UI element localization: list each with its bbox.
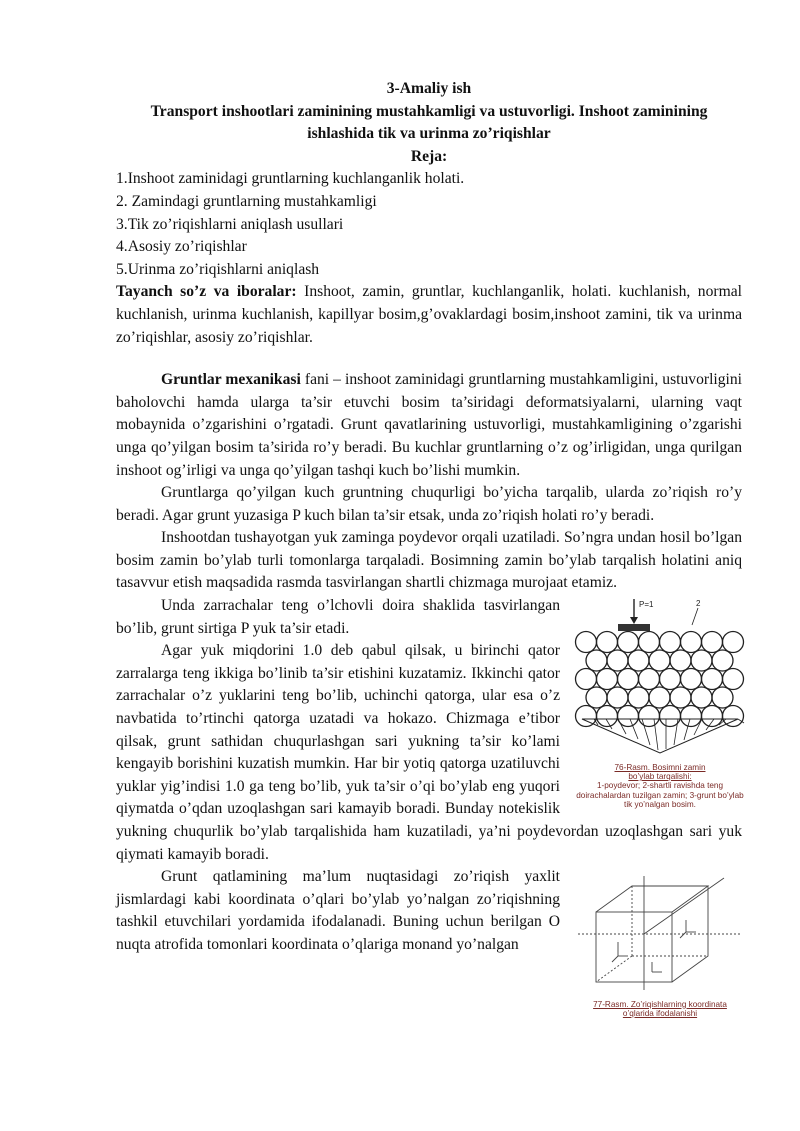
- plan-list: [116, 168, 742, 281]
- paragraph-intro-text: fani – inshoot zaminidagi gruntlarning mustahkamligini, ustuvorligini baholovchi hamda ularga ta’sir etuvchi bosim ta’siridagi deformatsiyalarni, ularning vaqt mobaynida o’zgarishini o’rgatadi. Grunt qavatlarining ustuvorligi, mustahkamligining o’zgarishi unga qo’yilgan bosim ta’sirida ro’y beradi. Bu kuchlar gruntlarning o’z og’irligidan, unga qurilgan inshoot og’irligi va unga qo’yilgan tashqi kuch bo’lishi mumkin.: [116, 371, 742, 479]
- soil-particle-circle: [618, 669, 639, 690]
- soil-particle-circle: [576, 669, 597, 690]
- soil-particle-circle: [618, 632, 639, 653]
- soil-particle-circle: [660, 632, 681, 653]
- figure-76: [574, 595, 746, 810]
- keywords-label: Tayanch so’z va iboralar:: [116, 283, 297, 301]
- load-label: P=1: [639, 600, 654, 610]
- soil-particle-circle: [576, 632, 597, 653]
- soil-particle-circle: [639, 632, 660, 653]
- figure-77-caption-title: 77-Rasm. Zo’riqishlarning koordinata: [593, 999, 727, 1009]
- soil-particle-circle: [660, 669, 681, 690]
- soil-particle-circle: [607, 650, 628, 671]
- figure-76-caption-title: 76-Rasm. Bosimni zamin: [614, 762, 706, 772]
- lesson-number: 3-Amaliy ish: [386, 80, 472, 97]
- document-page: [116, 78, 742, 1023]
- coordinate-stress-cube-diagram: [574, 872, 746, 992]
- figure-76-caption-subtitle: bo’ylab tarqalishi:: [628, 772, 692, 782]
- figure-76-caption: [574, 763, 746, 810]
- soil-particle-circle: [597, 632, 618, 653]
- soil-particle-circle: [691, 687, 712, 708]
- soil-particle-circle: [628, 650, 649, 671]
- soil-particle-circle: [597, 706, 618, 727]
- paragraph-2: Gruntlarga qo’yilgan kuch gruntning chuqurligi bo’yicha tarqalib, ularda zo’riqish ro’y beradi. Agar grunt yuzasiga P kuch bilan ta’sir etsak, unda zo’riqish holati ro’y beradi.: [116, 484, 742, 524]
- soil-particle-circle: [723, 632, 744, 653]
- plan-item: 5.Urinma zo’riqishlarni aniqlash: [116, 260, 320, 278]
- soil-particle-circle: [607, 687, 628, 708]
- soil-particle-circle: [639, 669, 660, 690]
- soil-particle-circle: [576, 706, 597, 727]
- plan-item: 1.Inshoot zaminidagi gruntlarning kuchlanganlik holati.: [116, 170, 465, 188]
- pressure-distribution-diagram: [574, 595, 746, 755]
- figure-77: [574, 872, 746, 1018]
- soil-particle-circle: [702, 632, 723, 653]
- plan-heading: Reja:: [410, 147, 448, 165]
- keywords-text: Inshoot, zamin, gruntlar, kuchlanganlik, holati. kuchlanish, normal kuchlanish, urinma kuchlanish, kapillyar bosim,g’ovaklardagi bosim,inshoot zamini, tik va urinma zo’riqishlar, asosiy zo’riqishlar.: [116, 283, 742, 346]
- soil-particle-circle: [691, 650, 712, 671]
- paragraph-3: Inshootdan tushayotgan yuk zaminga poydevor orqali uzatiladi. So’ngra undan hosil bo’lgan bosim zamin bo’ylab turli tomonlarga tarqaladi. Bosimning zamin bo’ylab tarqalish holatini aniq tasavvur etish maqsadida rasmda tasvirlangan shartli chizmaga murojaat etamiz.: [116, 529, 742, 592]
- soil-particle-circle: [681, 669, 702, 690]
- plan-item: 2. Zamindagi gruntlarning mustahkamligi: [116, 192, 377, 210]
- soil-particle-circle: [702, 706, 723, 727]
- soil-particle-circle: [712, 650, 733, 671]
- soil-particle-circle: [702, 669, 723, 690]
- figure-76-caption-legend: 1-poydevor; 2-shartli ravishda teng doirachalardan tuzilgan zamin; 3-grunt bo’ylab tik yo’nalgan bosim.: [576, 781, 744, 810]
- soil-particle-circle: [723, 669, 744, 690]
- plan-item: 3.Tik zo’riqishlarni aniqlash usullari: [116, 215, 344, 233]
- paragraph-4: Unda zarrachalar teng o’lchovli doira shaklida tasvirlangan bo’lib, grunt sirtiga P yuk ta’sir etadi.: [116, 597, 560, 637]
- soil-particle-circle: [670, 687, 691, 708]
- soil-particle-circle: [723, 706, 744, 727]
- soil-particle-circle: [597, 669, 618, 690]
- document-title: Transport inshootlari zaminining mustahkamligi va ustuvorligi. Inshoot zaminining ishlashida tik va urinma zo’riqishlar: [150, 102, 708, 143]
- figure-77-caption-subtitle: o’qlarida ifodalanishi: [622, 1009, 698, 1019]
- soil-particle-circle: [670, 650, 691, 671]
- soil-particle-circle: [649, 687, 670, 708]
- soil-particle-circle: [681, 706, 702, 727]
- plan-item: 4.Asosiy zo’riqishlar: [116, 238, 247, 256]
- soil-particle-circle: [712, 687, 733, 708]
- soil-particle-circle: [681, 632, 702, 653]
- figure-77-caption: [574, 1000, 746, 1019]
- paragraph-6: Grunt qatlamining ma’lum nuqtasidagi zo’riqish yaxlit jismlardagi kabi koordinata o’qlari bo’ylab yo’nalgan zo’riqishning tashkil etuvchilari yordamida ifodalanadi. Buning uchun berilgan O nuqta atrofida tomonlari koordinata o’qlariga monand yo’nalgan: [116, 868, 560, 953]
- paragraph-intro: [116, 369, 742, 482]
- soil-particle-circle: [649, 650, 670, 671]
- paragraph-5: Agar yuk miqdorini 1.0 deb qabul qilsak, u birinchi qator zarralarga teng ikkiga bo’linib ta’sir etishini kuzatamiz. Ikkinchi qator zarrachalar o’z yuklarini teng bo’lib, uchinchi qatorga, ular esa o’z navbatida to’rtinchi qatorga uzatadi va hokazo. Chizmaga e’tibor qilsak, grunt sathidan chuqurlashgan sari yukning ta’sir ko’lami kengayib borishini kuzatish mumkin. Har bir yotiq qatorga uzatiluvchi yuklar yig’indisi 1.0 ga teng bo’lib, yuk ta’sir o’qi bo’ylab eng yuqori qiymatda o’qdan uzoqlashgan sari kamayib boradi. Bunday notekislik yukning chuqurlik bo’ylab tarqalishida ham kuzatiladi, ya’ni poydevordan uzoqlashgan sari yuk qiymati kamayib boradi.: [116, 642, 742, 863]
- soil-particle-circle: [586, 650, 607, 671]
- soil-particle-circle: [586, 687, 607, 708]
- label-2: 2: [696, 599, 701, 609]
- soil-particle-circle: [639, 706, 660, 727]
- soil-particle-circle: [628, 687, 649, 708]
- term-bold: Gruntlar mexanikasi: [161, 371, 301, 389]
- keywords-paragraph: [116, 281, 742, 349]
